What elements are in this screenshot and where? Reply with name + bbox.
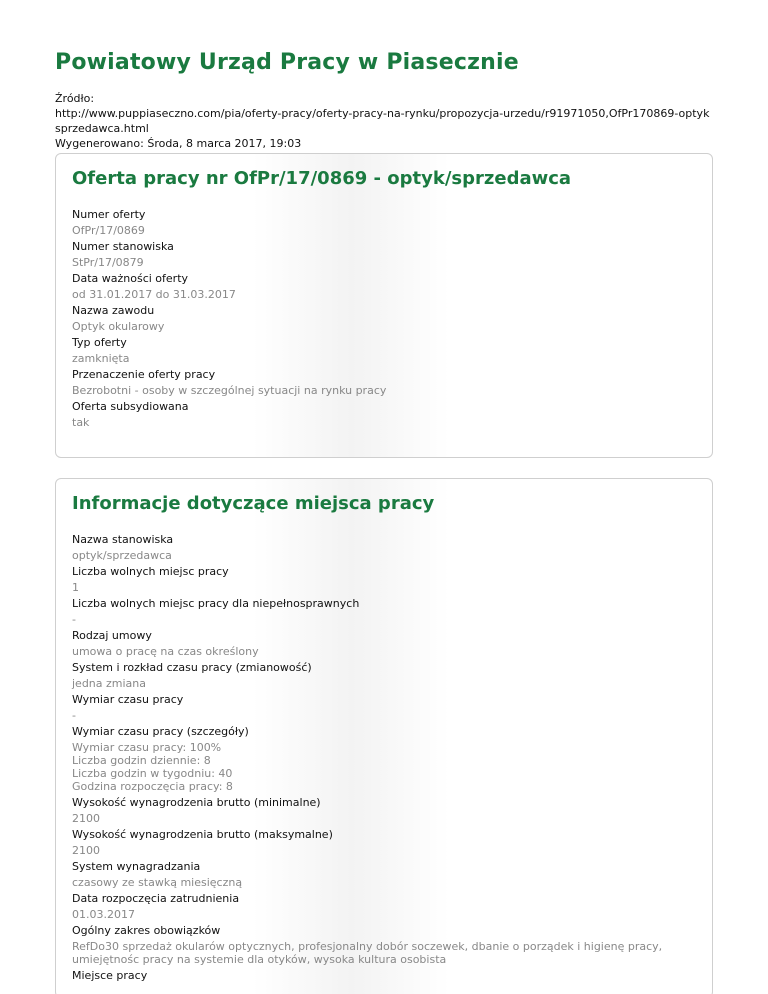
field-value: StPr/17/0879 [72,256,144,269]
field-value: 2100 [72,812,100,825]
field-value: Optyk okularowy [72,320,165,333]
field-value: OfPr/17/0869 [72,224,145,237]
field-value: tak [72,416,90,429]
field-label: Wysokość wynagrodzenia brutto (minimalne) [72,796,321,809]
field-value-line: Liczba godzin w tygodniu: 40 [72,767,233,780]
field-value-line: umiejętnośc pracy na systemie dla otyków, wysoka kultura osobista [72,953,447,966]
field-value: - [72,709,76,722]
workplace-card [55,478,713,994]
offer-title: Oferta pracy nr OfPr/17/0869 - optyk/sprzedawca [72,168,572,189]
generated-date: Wygenerowano: Środa, 8 marca 2017, 19:03 [55,137,302,150]
field-label: System wynagradzania [72,860,201,873]
field-value: optyk/sprzedawca [72,549,172,562]
field-value-line: Godzina rozpoczęcia pracy: 8 [72,780,233,793]
field-label: Przenaczenie oferty pracy [72,368,216,381]
field-label: Rodzaj umowy [72,629,152,642]
field-label: Data rozpoczęcia zatrudnienia [72,892,240,905]
field-label: Typ oferty [72,336,127,349]
field-value: Bezrobotni - osoby w szczególnej sytuacji na rynku pracy [72,384,387,397]
field-value: 01.03.2017 [72,908,135,921]
field-label: System i rozkład czasu pracy (zmianowość) [72,661,312,674]
field-value-line: Liczba godzin dziennie: 8 [72,754,211,767]
source-url: http://www.puppiaseczno.com/pia/oferty-pracy/oferty-pracy-na-rynku/propozycja-urzedu/r91971050,OfPr170869-optyksprzedawca.html [55,107,710,135]
field-value-line: Wymiar czasu pracy: 100% [72,741,222,754]
field-label: Numer oferty [72,208,146,221]
field-value: 2100 [72,844,100,857]
field-value [72,940,696,966]
document-meta [55,91,713,151]
field-label: Oferta subsydiowana [72,400,189,413]
field-label: Wymiar czasu pracy (szczegóły) [72,725,249,738]
field-value: 1 [72,581,79,594]
field-label: Data ważności oferty [72,272,189,285]
source-label: Źródło: [55,92,95,105]
field-label: Nazwa zawodu [72,304,155,317]
field-label: Liczba wolnych miejsc pracy dla niepełnosprawnych [72,597,360,610]
field-value: jedna zmiana [72,677,147,690]
field-value-line: RefDo30 sprzedaż okularów optycznych, profesjonalny dobór soczewek, dbanie o porządek i higienę pracy, [72,940,663,953]
field-label: Nazwa stanowiska [72,533,174,546]
workplace-title: Informacje dotyczące miejsca pracy [72,493,435,514]
field-value: czasowy ze stawką miesięczną [72,876,243,889]
field-label: Wymiar czasu pracy [72,693,184,706]
field-label: Numer stanowiska [72,240,174,253]
field-label: Liczba wolnych miejsc pracy [72,565,229,578]
offer-card [55,153,713,458]
field-value: - [72,613,76,626]
offer-fields [72,207,696,429]
page-title: Powiatowy Urząd Pracy w Piasecznie [55,50,519,75]
field-value: od 31.01.2017 do 31.03.2017 [72,288,236,301]
workplace-fields [72,532,696,983]
field-value: umowa o pracę na czas określony [72,645,259,658]
field-label: Wysokość wynagrodzenia brutto (maksymalne) [72,828,333,841]
field-value: zamknięta [72,352,130,365]
field-label: Miejsce pracy [72,969,148,982]
field-label: Ogólny zakres obowiązków [72,924,221,937]
field-value [72,741,696,793]
